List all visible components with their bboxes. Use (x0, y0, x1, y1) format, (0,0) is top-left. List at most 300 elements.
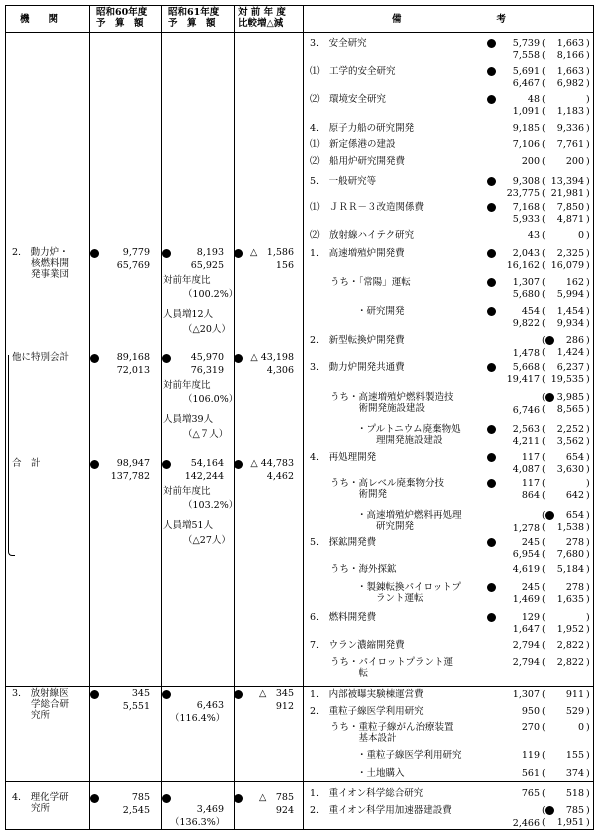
remark-item: ・プルトニウム廃棄物処 理開発施設建設 (357, 424, 461, 446)
remark-paren: ) (586, 510, 590, 521)
header-divider (6, 32, 593, 33)
remark-paren: ( (542, 722, 546, 733)
cur-budget-value: 3,469 (196, 804, 224, 815)
agency-label: 3. 放射線医 学総合研 究所 (12, 688, 70, 721)
remark-value-60: 2,822 (556, 640, 584, 651)
remark-paren: ( (542, 582, 546, 593)
remark-item: 1. 重イオン科学総合研究 (310, 788, 424, 799)
remark-paren: ) (586, 335, 590, 346)
remark-paren: ) (586, 464, 590, 475)
remark-paren: ( (542, 374, 546, 385)
remark-value-61: 9,308 (512, 176, 540, 187)
remark-paren: ( (542, 202, 546, 213)
remark-value-61: 7,106 (512, 139, 540, 150)
remark-item: ・土地購入 (357, 768, 405, 779)
remark-paren: ) (586, 392, 590, 403)
remark-paren: ) (586, 188, 590, 199)
remark-paren: ( (542, 817, 546, 828)
remark-paren: ) (586, 277, 590, 288)
cur-budget-value: （136.3%） (170, 817, 226, 828)
remark-paren: ) (586, 750, 590, 761)
remark-paren: ( (542, 750, 546, 761)
remark-paren: ) (586, 657, 590, 668)
remark-value-60: 0 (577, 230, 584, 241)
remark-paren: ) (586, 490, 590, 501)
remark-value-61: 561 (521, 768, 540, 779)
remark-paren: ( (542, 464, 546, 475)
remark-paren: ) (586, 624, 590, 635)
remark-paren: ( (542, 537, 546, 548)
remark-item: 2. 新型転換炉開発費 (310, 335, 405, 346)
row-divider (6, 781, 593, 782)
remark-paren: ( (542, 106, 546, 117)
remark-value-61: 245 (521, 582, 540, 593)
remark-value-60: 642 (565, 490, 584, 501)
remark-paren: ) (586, 347, 590, 358)
remark-value-61: 5,668 (512, 362, 540, 373)
diff-value: 156 (275, 260, 294, 271)
remark-paren: ( (542, 289, 546, 300)
header-prev-budget-1: 昭和60年度 (96, 7, 148, 18)
remark-paren: ( (542, 248, 546, 259)
cur-budget-value: 8,193 (196, 247, 224, 258)
agency-label: 合 計 (12, 458, 41, 469)
remark-paren: ( (542, 123, 546, 134)
header-cur-budget-1: 昭和61年度 (168, 7, 220, 18)
circle-marker-icon (90, 460, 99, 469)
remark-value-60: 0 (577, 722, 584, 733)
prev-budget-value: 89,168 (116, 352, 150, 363)
remark-paren: ) (586, 706, 590, 717)
circle-marker-icon (90, 794, 99, 803)
header-cur-budget-2: 予 算 額 (168, 18, 216, 29)
prev-budget-value: 9,779 (122, 247, 150, 258)
ratio-note: （△27人） (183, 535, 231, 546)
remark-paren: ( (542, 94, 546, 105)
remark-value-61: 1,307 (512, 689, 540, 700)
remark-paren: ) (586, 318, 590, 329)
remark-item: 7. ウラン濃縮開発費 (310, 640, 405, 651)
remark-value-60: 654 (565, 510, 584, 521)
remark-item: 6. 燃料開発費 (310, 612, 377, 623)
circle-marker-icon (162, 690, 171, 699)
remark-paren: ) (586, 230, 590, 241)
header-diff-2: 比較増△減 (238, 18, 284, 29)
remark-paren: ( (542, 706, 546, 717)
header-diff-1: 対 前 年 度 (238, 7, 286, 18)
ratio-note: 対前年度比 (163, 486, 211, 497)
prev-budget-value: 5,551 (122, 701, 150, 712)
remark-value-60: 7,761 (556, 139, 584, 150)
remark-value-60: 1,183 (556, 106, 584, 117)
remark-value-60: 2,325 (556, 248, 584, 259)
remark-paren: ) (586, 38, 590, 49)
remark-value-60: 4,871 (556, 214, 584, 225)
remark-value-61: 200 (521, 156, 540, 167)
prev-budget-value: 98,947 (116, 458, 150, 469)
remark-item: ⑵ 放射線ハイテク研究 (310, 230, 415, 241)
remark-value-61: 117 (521, 478, 540, 489)
remark-value-61: 5,691 (512, 66, 540, 77)
remark-value-61: 9,185 (512, 123, 540, 134)
remark-item: うち・パイロットプラント運 転 (330, 657, 454, 679)
agency-label: 2. 動力炉・ 核燃料開 発事業団 (12, 247, 70, 280)
remark-paren: ) (586, 374, 590, 385)
remark-paren: ) (586, 817, 590, 828)
remark-item: うち・高速増殖炉燃料製造技 術開発施設建設 (330, 392, 454, 414)
remark-paren: ) (586, 214, 590, 225)
cur-budget-value: 54,164 (190, 458, 224, 469)
remark-paren: ( (542, 139, 546, 150)
diff-value: 4,306 (266, 365, 294, 376)
remark-paren: ( (542, 156, 546, 167)
remark-paren: ) (586, 768, 590, 779)
remark-paren: ) (586, 549, 590, 560)
remark-paren: ) (586, 404, 590, 415)
remark-item: うち・「常陽」運転 (330, 277, 411, 288)
diff-value: 924 (275, 805, 294, 816)
remark-paren: ) (586, 612, 590, 623)
remark-value-61: 2,466 (512, 818, 540, 829)
remark-value-61: 4,211 (512, 436, 540, 447)
remark-value-60: 278 (565, 537, 584, 548)
remark-value-61: 1,647 (512, 624, 540, 635)
header-remarks: 備 考 (392, 14, 507, 25)
remark-item: ・重粒子線医学利用研究 (357, 750, 462, 761)
prev-budget-value: 345 (131, 688, 150, 699)
remark-paren: ( (542, 214, 546, 225)
remark-paren: ( (542, 318, 546, 329)
remark-value-61: 1,278 (512, 523, 540, 534)
remark-value-60: 1,663 (556, 66, 584, 77)
remark-paren: ) (586, 176, 590, 187)
remark-value-60: 2,822 (556, 657, 584, 668)
remark-paren: ) (586, 424, 590, 435)
remark-value-61: 4,619 (512, 564, 540, 575)
remark-paren: ) (586, 260, 590, 271)
remark-paren: ( (542, 768, 546, 779)
prev-budget-value: 2,545 (122, 805, 150, 816)
remark-value-61: 454 (521, 306, 540, 317)
remark-paren: ) (586, 564, 590, 575)
remark-paren: ( (542, 230, 546, 241)
remark-paren: ) (586, 522, 590, 533)
remark-paren: ) (586, 478, 590, 489)
ratio-note: （△20人） (183, 324, 231, 335)
remark-value-61: 48 (527, 94, 540, 105)
remark-value-60: 529 (565, 706, 584, 717)
prev-budget-value: 72,013 (116, 365, 150, 376)
remark-value-60: 21,981 (550, 188, 584, 199)
remark-value-61: 2,563 (512, 424, 540, 435)
prev-budget-value: 65,769 (116, 260, 150, 271)
column-divider (303, 6, 304, 829)
ratio-note: （103.2%） (183, 500, 239, 511)
diff-value: △ 44,783 (250, 458, 294, 469)
remark-value-61: 864 (521, 490, 540, 501)
remark-paren: ( (542, 657, 546, 668)
remark-paren: ( (542, 549, 546, 560)
remark-paren: ( (542, 612, 546, 623)
remark-paren: ( (542, 424, 546, 435)
remark-value-60: 518 (565, 788, 584, 799)
circle-marker-icon (90, 690, 99, 699)
remark-paren: ( (542, 306, 546, 317)
remark-item: ⑵ 環境安全研究 (310, 94, 387, 105)
agency-label: 4. 理化学研 究所 (12, 792, 69, 814)
column-divider (89, 6, 90, 829)
circle-marker-icon (90, 249, 99, 258)
remark-paren: ) (586, 594, 590, 605)
remark-value-60: 8,166 (556, 50, 584, 61)
remark-value-60: 13,394 (550, 176, 584, 187)
ratio-note: （100.2%） (183, 289, 239, 300)
row-divider (6, 686, 593, 687)
prev-budget-value: 137,782 (110, 471, 150, 482)
diff-value: △ 345 (259, 688, 294, 699)
remark-value-61: 6,954 (512, 549, 540, 560)
diff-value: △ 785 (259, 792, 294, 803)
remark-value-60: 7,680 (556, 549, 584, 560)
remark-value-61: 1,091 (512, 106, 540, 117)
remark-value-61: 2,794 (512, 657, 540, 668)
remark-value-61: 4,087 (512, 464, 540, 475)
header-prev-budget-2: 予 算 額 (96, 18, 144, 29)
remark-value-61: 7,558 (512, 50, 540, 61)
remark-paren: ) (586, 248, 590, 259)
remark-paren: ( (542, 335, 546, 346)
remark-paren: ( (542, 594, 546, 605)
remark-paren: ( (542, 277, 546, 288)
ratio-note: 対前年度比 (163, 275, 211, 286)
remark-paren: ) (586, 537, 590, 548)
remark-value-60: 155 (565, 750, 584, 761)
remark-value-60: 785 (565, 805, 584, 816)
remark-paren: ( (542, 66, 546, 77)
remark-value-61: 6,746 (512, 405, 540, 416)
remark-value-61: 950 (521, 706, 540, 717)
remark-paren: ) (586, 123, 590, 134)
remark-value-61: 19,417 (506, 374, 540, 385)
agency-label: 他に特別会計 (12, 352, 70, 363)
remark-paren: ) (586, 805, 590, 816)
remark-item: ⑴ 新定係港の建設 (310, 139, 396, 150)
cur-budget-value: 76,319 (190, 365, 224, 376)
remark-paren: ( (542, 640, 546, 651)
remark-value-60: 5,184 (556, 564, 584, 575)
remark-value-60: 6,982 (556, 78, 584, 89)
cur-budget-value: （116.4%） (170, 713, 226, 724)
remark-item: ⑴ ＪＲＲ－３改造関係費 (310, 202, 425, 213)
remark-value-60: 278 (565, 582, 584, 593)
remark-paren: ( (542, 392, 546, 403)
remark-paren: ) (586, 582, 590, 593)
remark-item: 2. 重イオン科学用加速器建設費 (310, 805, 452, 816)
remark-paren: ( (542, 478, 546, 489)
remark-value-61: 5,739 (512, 38, 540, 49)
remark-value-60: 9,336 (556, 123, 584, 134)
ratio-note: 人員増12人 (163, 309, 214, 320)
ratio-note: （△７人） (183, 429, 229, 440)
remark-item: 1. 高速増殖炉開発費 (310, 248, 405, 259)
remark-item: 4. 再処理開発 (310, 452, 377, 463)
remark-value-61: 6,467 (512, 78, 540, 89)
remark-value-61: 245 (521, 537, 540, 548)
remark-item: うち・高レベル廃棄物分技 術開発 (330, 478, 445, 500)
circle-marker-icon (90, 354, 99, 363)
remark-value-60: 1,424 (556, 347, 584, 358)
ratio-note: 対前年度比 (163, 380, 211, 391)
remark-item: 5. 探鉱開発費 (310, 537, 377, 548)
remark-paren: ) (586, 78, 590, 89)
remark-value-60: 1,454 (556, 306, 584, 317)
diff-value: △ 1,586 (249, 247, 294, 258)
circle-marker-icon (234, 690, 243, 699)
remark-item: 2. 重粒子線医学利用研究 (310, 706, 424, 717)
remark-item: うち・海外探鉱 (330, 564, 397, 575)
remark-value-61: 129 (521, 612, 540, 623)
remark-value-60: 7,850 (556, 202, 584, 213)
remark-item: 3. 安全研究 (310, 38, 367, 49)
remark-value-60: 200 (565, 156, 584, 167)
remark-value-61: 7,168 (512, 202, 540, 213)
ratio-note: 人員増51人 (163, 520, 214, 531)
remark-item: ⑵ 船用炉研究開発費 (310, 156, 406, 167)
remark-paren: ) (586, 106, 590, 117)
diff-value: 4,462 (266, 471, 294, 482)
remark-paren: ) (586, 66, 590, 77)
remark-value-60: 6,237 (556, 362, 584, 373)
remark-paren: ( (542, 689, 546, 700)
remark-paren: ) (586, 640, 590, 651)
remark-paren: ( (542, 347, 546, 358)
bracket (8, 355, 15, 556)
ratio-note: （106.0%） (183, 394, 239, 405)
remark-paren: ) (586, 436, 590, 447)
remark-paren: ) (586, 139, 590, 150)
remark-value-61: 16,162 (506, 260, 540, 271)
remark-paren: ) (586, 689, 590, 700)
remark-paren: ( (542, 404, 546, 415)
cur-budget-value: 6,463 (196, 700, 224, 711)
remark-item: 1. 内部被曝実験棟運営費 (310, 689, 424, 700)
remark-value-60: 1,951 (556, 817, 584, 828)
prev-budget-value: 785 (131, 792, 150, 803)
diff-value: 912 (275, 701, 294, 712)
circle-marker-icon (234, 794, 243, 803)
circle-marker-icon (234, 354, 243, 363)
remark-paren: ( (542, 510, 546, 521)
remark-paren: ( (542, 260, 546, 271)
remark-item: ・高速増殖炉燃料再処理 研究開発 (357, 510, 462, 532)
remark-paren: ( (542, 188, 546, 199)
remark-value-60: 3,630 (556, 464, 584, 475)
remark-value-61: 270 (521, 722, 540, 733)
remark-item: 3. 動力炉開発共通費 (310, 362, 405, 373)
remark-paren: ) (586, 722, 590, 733)
remark-value-61: 117 (521, 452, 540, 463)
cur-budget-value: 142,244 (184, 471, 224, 482)
remark-value-61: 9,822 (512, 318, 540, 329)
remark-value-61: 43 (527, 230, 540, 241)
remark-value-61: 2,043 (512, 248, 540, 259)
remark-paren: ( (542, 78, 546, 89)
remark-item: 5. 一般研究等 (310, 176, 377, 187)
remark-item: ・製錬転換パイロットプ ラント運転 (357, 582, 462, 604)
remark-paren: ( (542, 522, 546, 533)
remark-value-60: 16,079 (550, 260, 584, 271)
remark-value-60: 654 (565, 452, 584, 463)
header-agency: 機 関 (20, 14, 59, 25)
remark-value-60: 1,663 (556, 38, 584, 49)
remark-value-60: 1,538 (556, 522, 584, 533)
column-divider (234, 6, 235, 829)
remark-paren: ( (542, 805, 546, 816)
remark-paren: ) (586, 788, 590, 799)
remark-value-60: 1,952 (556, 624, 584, 635)
diff-value: △ 43,198 (250, 352, 294, 363)
remark-value-60: 9,934 (556, 318, 584, 329)
remark-paren: ( (542, 50, 546, 61)
remark-value-61: 5,933 (512, 214, 540, 225)
circle-marker-icon (162, 794, 171, 803)
remark-value-61: 2,794 (512, 640, 540, 651)
ratio-note: 人員増39人 (163, 414, 214, 425)
remark-value-60: 19,535 (550, 374, 584, 385)
column-divider (161, 6, 162, 829)
remark-value-61: 23,775 (506, 188, 540, 199)
remark-item: ⑴ 工学的安全研究 (310, 66, 396, 77)
remark-paren: ) (586, 306, 590, 317)
remark-paren: ) (586, 289, 590, 300)
cur-budget-value: 45,970 (190, 352, 224, 363)
circle-marker-icon (234, 249, 243, 258)
remark-paren: ) (586, 156, 590, 167)
remark-item: 4. 原子力船の研究開発 (310, 123, 415, 134)
remark-value-60: 8,565 (556, 404, 584, 415)
remark-value-61: 1,469 (512, 594, 540, 605)
remark-value-60: 3,985 (556, 392, 584, 403)
remark-paren: ) (586, 202, 590, 213)
remark-paren: ( (542, 362, 546, 373)
remark-paren: ) (586, 50, 590, 61)
remark-value-60: 374 (565, 768, 584, 779)
remark-value-61: 1,307 (512, 277, 540, 288)
remark-item: ・研究開発 (357, 306, 405, 317)
remark-paren: ( (542, 564, 546, 575)
circle-marker-icon (234, 460, 243, 469)
remark-value-60: 1,635 (556, 594, 584, 605)
remark-paren: ( (542, 436, 546, 447)
remark-value-60: 5,994 (556, 289, 584, 300)
remark-paren: ) (586, 362, 590, 373)
remark-value-61: 1,478 (512, 348, 540, 359)
remark-value-61: 119 (521, 750, 540, 761)
remark-paren: ( (542, 788, 546, 799)
remark-value-60: 162 (565, 277, 584, 288)
remark-value-61: 5,680 (512, 289, 540, 300)
remark-value-60: 3,562 (556, 436, 584, 447)
remark-paren: ) (586, 452, 590, 463)
remark-value-60: 2,252 (556, 424, 584, 435)
remark-value-60: 911 (565, 689, 584, 700)
remark-paren: ( (542, 452, 546, 463)
remark-value-60: 286 (565, 335, 584, 346)
remark-paren: ( (542, 176, 546, 187)
cur-budget-value: 65,925 (190, 260, 224, 271)
remark-paren: ( (542, 38, 546, 49)
remark-item: うち・重粒子線がん治療装置 基本設計 (330, 722, 454, 744)
